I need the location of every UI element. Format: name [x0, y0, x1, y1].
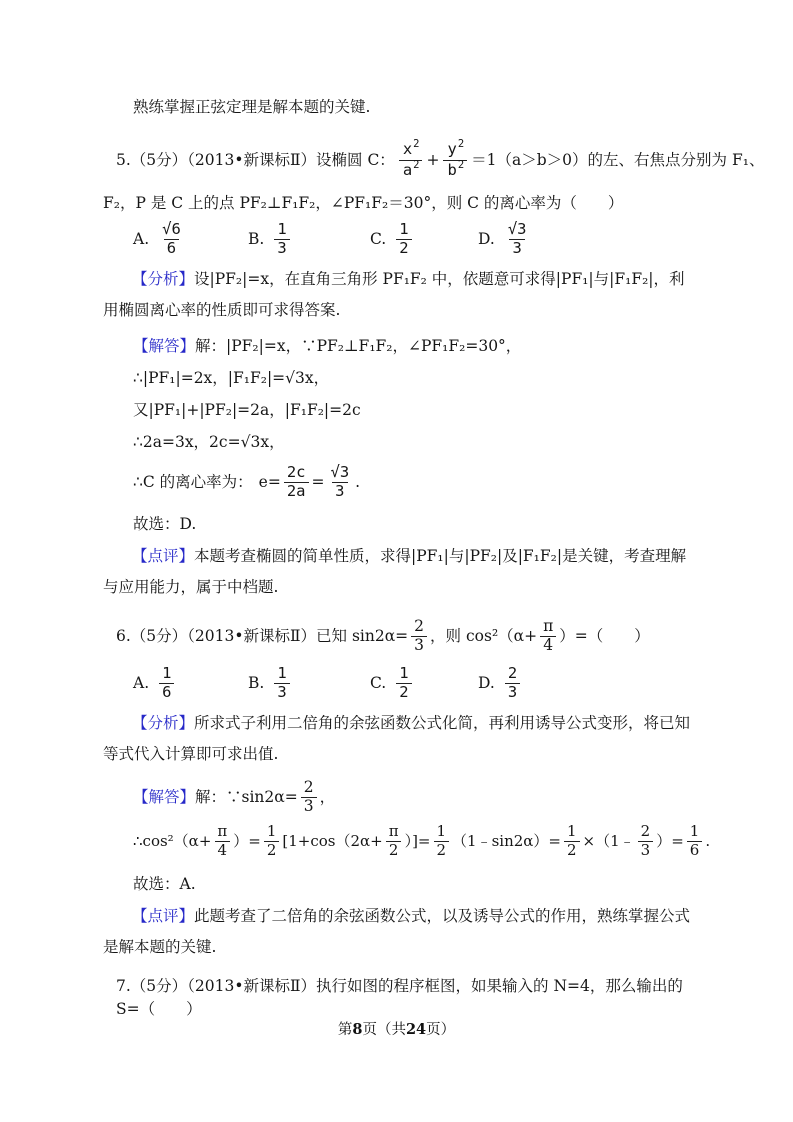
footer-text-pre: 第 — [337, 1022, 353, 1038]
comma: ， — [319, 787, 336, 806]
numerator: √3 — [507, 219, 527, 238]
formula-segment: ）= — [656, 831, 684, 850]
fraction-pi-4 — [214, 823, 230, 859]
denominator: $a^2$ — [399, 160, 423, 181]
q5-stem-text-pre: 5.（5分）（2013•新课标Ⅱ）设椭圆 C： — [116, 150, 395, 169]
footer-text-post: 页） — [426, 1022, 456, 1038]
q6-solution-text-1: 解：∵sin2α= — [195, 787, 298, 806]
q7-stem: 7.（5分）（2013•新课标Ⅱ）执行如图的程序框图，如果输入的 N=4，那么输出的 S=（ ） — [116, 977, 683, 1018]
denominator: $b^2$ — [443, 160, 467, 181]
formula-segment: ）]= — [404, 831, 431, 850]
formula-segment: [1+cos（2α+ — [282, 831, 383, 850]
option-letter: D. — [478, 229, 495, 248]
numerator: √6 — [162, 219, 181, 238]
numerator: 1 — [162, 663, 172, 682]
numerator: 1 — [277, 663, 287, 682]
page-footer — [0, 1018, 793, 1039]
analysis-label: 【分析】 — [132, 714, 195, 732]
denominator: 6 — [687, 841, 703, 859]
formula-segment: ∴cos²（α+ — [133, 831, 212, 850]
denominator: 2 — [396, 683, 411, 702]
q5-option-a — [133, 219, 248, 259]
q5-analysis-text: 设|PF₂|=x，在直角三角形 PF₁F₂ 中，依题意可求得|PF₁|与|F₁F₂|，利用椭圆离心率的性质即可求得答案. — [103, 270, 685, 319]
q5-solution-text-1: 解：|PF₂|=x，∵PF₂⊥F₁F₂，∠PF₁F₂=30°， — [195, 337, 522, 355]
denominator: 3 — [505, 683, 520, 702]
numerator: 2 — [303, 777, 314, 796]
option-letter: A. — [133, 673, 150, 692]
fraction-pi-2 — [386, 823, 402, 859]
option-letter: C. — [370, 673, 387, 692]
denominator: 2 — [386, 841, 402, 859]
analysis-label: 【分析】 — [132, 270, 195, 288]
formula-segment: ×（1﹣ — [582, 831, 635, 850]
option-letter: B. — [248, 229, 265, 248]
denominator: 3 — [274, 239, 289, 258]
denominator: 3 — [509, 239, 524, 258]
q5-stem-line2: F₂，P 是 C 上的点 PF₂⊥F₁F₂，∠PF₁F₂＝30°，则 C 的离心率为（ ） — [103, 194, 624, 212]
answer-label: 【解答】 — [133, 337, 196, 355]
denominator: 3 — [411, 636, 427, 655]
option-fraction — [159, 221, 184, 258]
q6-stem-text-pre: 6.（5分）（2013•新课标Ⅱ）已知 sin2α= — [116, 626, 409, 645]
q5-answer-choice: 故选：D. — [133, 515, 197, 533]
e-equals: e= — [258, 472, 281, 491]
fraction-2-3 — [638, 823, 654, 859]
numerator: 1 — [399, 663, 409, 682]
q6-option-a — [133, 663, 248, 703]
denominator: 6 — [159, 683, 174, 702]
fraction-2c-2a — [284, 464, 309, 501]
denominator: 2 — [264, 841, 280, 859]
q5-option-b — [248, 219, 370, 259]
footer-page-number: 8 — [352, 1021, 363, 1038]
numerator: π — [388, 822, 399, 841]
fraction-1-6 — [687, 823, 703, 859]
fraction-1-2 — [264, 823, 280, 859]
fraction-2-3 — [301, 779, 317, 816]
numerator: √3 — [330, 462, 350, 481]
numerator: 2 — [507, 663, 518, 682]
numerator: 2 — [640, 822, 651, 841]
denominator: 3 — [638, 841, 654, 859]
q5-analysis — [103, 264, 693, 326]
option-fraction — [505, 665, 520, 702]
numerator: π — [217, 822, 228, 841]
q6-options — [133, 663, 693, 703]
numerator: π — [543, 616, 554, 635]
comment-label: 【点评】 — [132, 907, 195, 925]
numerator: 2 — [414, 616, 425, 635]
q5-solution-step-1 — [133, 335, 693, 358]
denominator: 2 — [434, 841, 450, 859]
denominator: 3 — [332, 482, 347, 501]
q6-option-b — [248, 663, 370, 703]
q5-solution-step-5 — [133, 460, 693, 504]
q5-stem-text-post: ＝1（a＞b＞0）的左、右焦点分别为 F₁、 — [471, 150, 765, 169]
numerator: $y^2$ — [447, 137, 465, 158]
numerator: 1 — [266, 822, 277, 841]
denominator: 3 — [274, 683, 289, 702]
denominator: 3 — [301, 797, 317, 816]
option-fraction — [396, 665, 411, 702]
q5-solution-step-4: ∴2a=3x，2c=√3x， — [133, 433, 285, 451]
q5-option-c — [370, 219, 478, 259]
q5-eccentricity-text: ∴C 的离心率为： — [133, 472, 253, 491]
option-letter: A. — [133, 229, 150, 248]
numerator: 1 — [689, 822, 700, 841]
option-fraction — [159, 665, 174, 702]
option-fraction — [274, 665, 289, 702]
q6-solution-step-2 — [133, 818, 711, 864]
option-letter: B. — [248, 673, 265, 692]
q5-comment-text: 本题考查椭圆的简单性质，求得|PF₁|与|PF₂|及|F₁F₂|是关键，考查理解与应用能力，属于中档题. — [103, 547, 687, 596]
q5-comment — [103, 541, 693, 603]
q6-comment — [103, 901, 693, 963]
denominator: 4 — [540, 636, 556, 655]
q6-analysis-text: 所求式子利用二倍角的余弦函数公式化简，再利用诱导公式变形，将已知等式代入计算即可求出值. — [103, 714, 691, 763]
q4-comment-tail: 熟练掌握正弦定理是解本题的关键. — [133, 98, 371, 116]
denominator: 2 — [564, 841, 580, 859]
denominator: 4 — [215, 841, 231, 859]
q6-option-c — [370, 663, 478, 703]
option-letter: D. — [478, 673, 495, 692]
fraction-2-3 — [411, 618, 427, 655]
q6-solution-step-1 — [133, 776, 693, 818]
fraction-1-2 — [564, 823, 580, 859]
q5-options — [133, 219, 693, 259]
numerator: 1 — [277, 219, 287, 238]
plus-sign: + — [426, 150, 440, 169]
fraction-1-2 — [434, 823, 450, 859]
q5-stem — [116, 133, 765, 187]
period: . — [705, 831, 711, 850]
option-letter: C. — [370, 229, 387, 248]
fraction-sqrt3-3 — [328, 464, 353, 501]
q6-stem-text-mid: ，则 cos²（α+ — [430, 626, 538, 645]
formula-segment: （1﹣sin2α）= — [452, 831, 561, 850]
formula-segment: ）= — [233, 831, 261, 850]
period: . — [355, 472, 361, 491]
q6-stem-text-post: ）=（ ） — [559, 626, 650, 645]
option-fraction — [505, 221, 530, 258]
fraction-x2-a2 — [399, 137, 423, 181]
footer-text-mid: 页（共 — [362, 1022, 406, 1038]
numerator: 1 — [399, 219, 409, 238]
answer-label: 【解答】 — [133, 787, 196, 806]
q5-solution-step-2: ∴|PF₁|=2x，|F₁F₂|=√3x， — [133, 369, 330, 387]
numerator: 1 — [567, 822, 577, 841]
footer-total-pages: 24 — [405, 1021, 427, 1038]
comment-label: 【点评】 — [132, 547, 195, 565]
numerator: 1 — [436, 822, 447, 841]
option-fraction — [274, 221, 289, 258]
fraction-y2-b2 — [443, 137, 467, 181]
denominator: 2 — [396, 239, 411, 258]
page-content — [103, 96, 765, 1021]
denominator: 2a — [284, 482, 309, 501]
numerator: $x^2$ — [402, 137, 420, 158]
q6-analysis — [103, 708, 693, 770]
q6-answer-choice: 故选：A. — [133, 875, 196, 893]
q6-option-d — [478, 663, 593, 703]
fraction-pi-4 — [540, 618, 556, 655]
q6-stem — [116, 613, 693, 659]
q5-solution-step-3: 又|PF₁|+|PF₂|=2a，|F₁F₂|=2c — [133, 401, 361, 419]
denominator: 6 — [164, 239, 179, 258]
numerator: 2c — [286, 462, 306, 481]
option-fraction — [396, 221, 411, 258]
q5-option-d — [478, 219, 593, 259]
q6-comment-text: 此题考查了二倍角的余弦函数公式，以及诱导公式的作用，熟练掌握公式是解本题的关键. — [103, 907, 691, 956]
equals-sign: = — [311, 472, 325, 491]
